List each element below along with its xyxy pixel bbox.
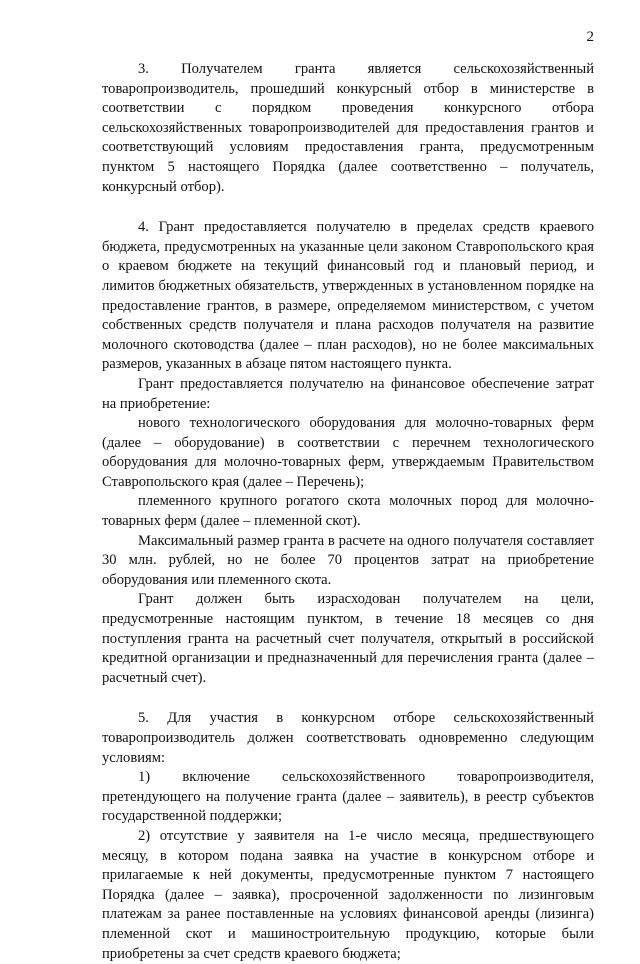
paragraph: 1) включение сельскохозяйственного товаропроизводителя, претендующего на получение гранта (далее – заявитель), в реестр субъектов государственной поддержки; bbox=[102, 769, 594, 825]
paragraph: нового технологического оборудования для молочно-товарных ферм (далее – оборудование) в соответствии с перечнем технологического оборудования для молочно-товарных ферм, утверждаемым Правительством Ставропольского края (далее – Перечень); bbox=[102, 415, 594, 490]
page-number: 2 bbox=[586, 29, 594, 45]
paragraph: 5. Для участия в конкурсном отборе сельскохозяйственный товаропроизводитель должен соответствовать одновременно следующим условиям: bbox=[102, 710, 594, 766]
paragraph: племенного крупного рогатого скота молочных пород для молочно-товарных ферм (далее – племенной скот). bbox=[102, 493, 594, 530]
paragraph: Грант должен быть израсходован получателем на цели, предусмотренные настоящим пунктом, в течение 18 месяцев со дня поступления гранта на расчетный счет получателя, открытый в российской кредитной организации и предназначенный для перечисления гранта (далее – расчетный счет). bbox=[102, 591, 594, 686]
paragraph: 2) отсутствие у заявителя на 1-е число месяца, предшествующего месяцу, в котором подана заявка на участие в конкурсном отборе и прилагаемые к ней документы, предусмотренные пунктом 7 настоящего Порядка (далее – заявка), просроченной задолженности по лизинговым платежам за ранее поставленные на условиях финансовой аренды (лизинга) племенной скот и машиностроительную продукцию, которые были приобретены за счет средств краевого бюджета; bbox=[102, 827, 594, 962]
paragraph: Максимальный размер гранта в расчете на одного получателя составляет 30 млн. рублей, но не более 70 процентов затрат на приобретение оборудования или племенного скота. bbox=[102, 532, 594, 588]
document-body bbox=[102, 60, 594, 964]
paragraph: Грант предоставляется получателю на финансовое обеспечение затрат на приобретение: bbox=[102, 375, 594, 412]
paragraph: 4. Грант предоставляется получателю в пределах средств краевого бюджета, предусмотренных на указанные цели законом Ставропольского края о краевом бюджете на текущий финансовый год и плановый период, и лимитов бюджетных обязательств, утвержденных в установленном порядке на предоставление грантов, в размере, определяемом министерством, с учетом собственных средств получателя и плана расходов получателя на развитие молочного скотоводства (далее – план расходов), но не более максимальных размеров, указанных в абзаце пятом настоящего пункта. bbox=[102, 219, 594, 373]
paragraph: 3. Получателем гранта является сельскохозяйственный товаропроизводитель, прошедший конкурсный отбор в министерстве в соответствии с порядком проведения конкурсного отбора сельскохозяйственных товаропроизводителей для предоставления грантов и соответствующий условиям предоставления гранта, предусмотренным пунктом 5 настоящего Порядка (далее соответственно – получатель, конкурсный отбор). bbox=[102, 61, 594, 195]
